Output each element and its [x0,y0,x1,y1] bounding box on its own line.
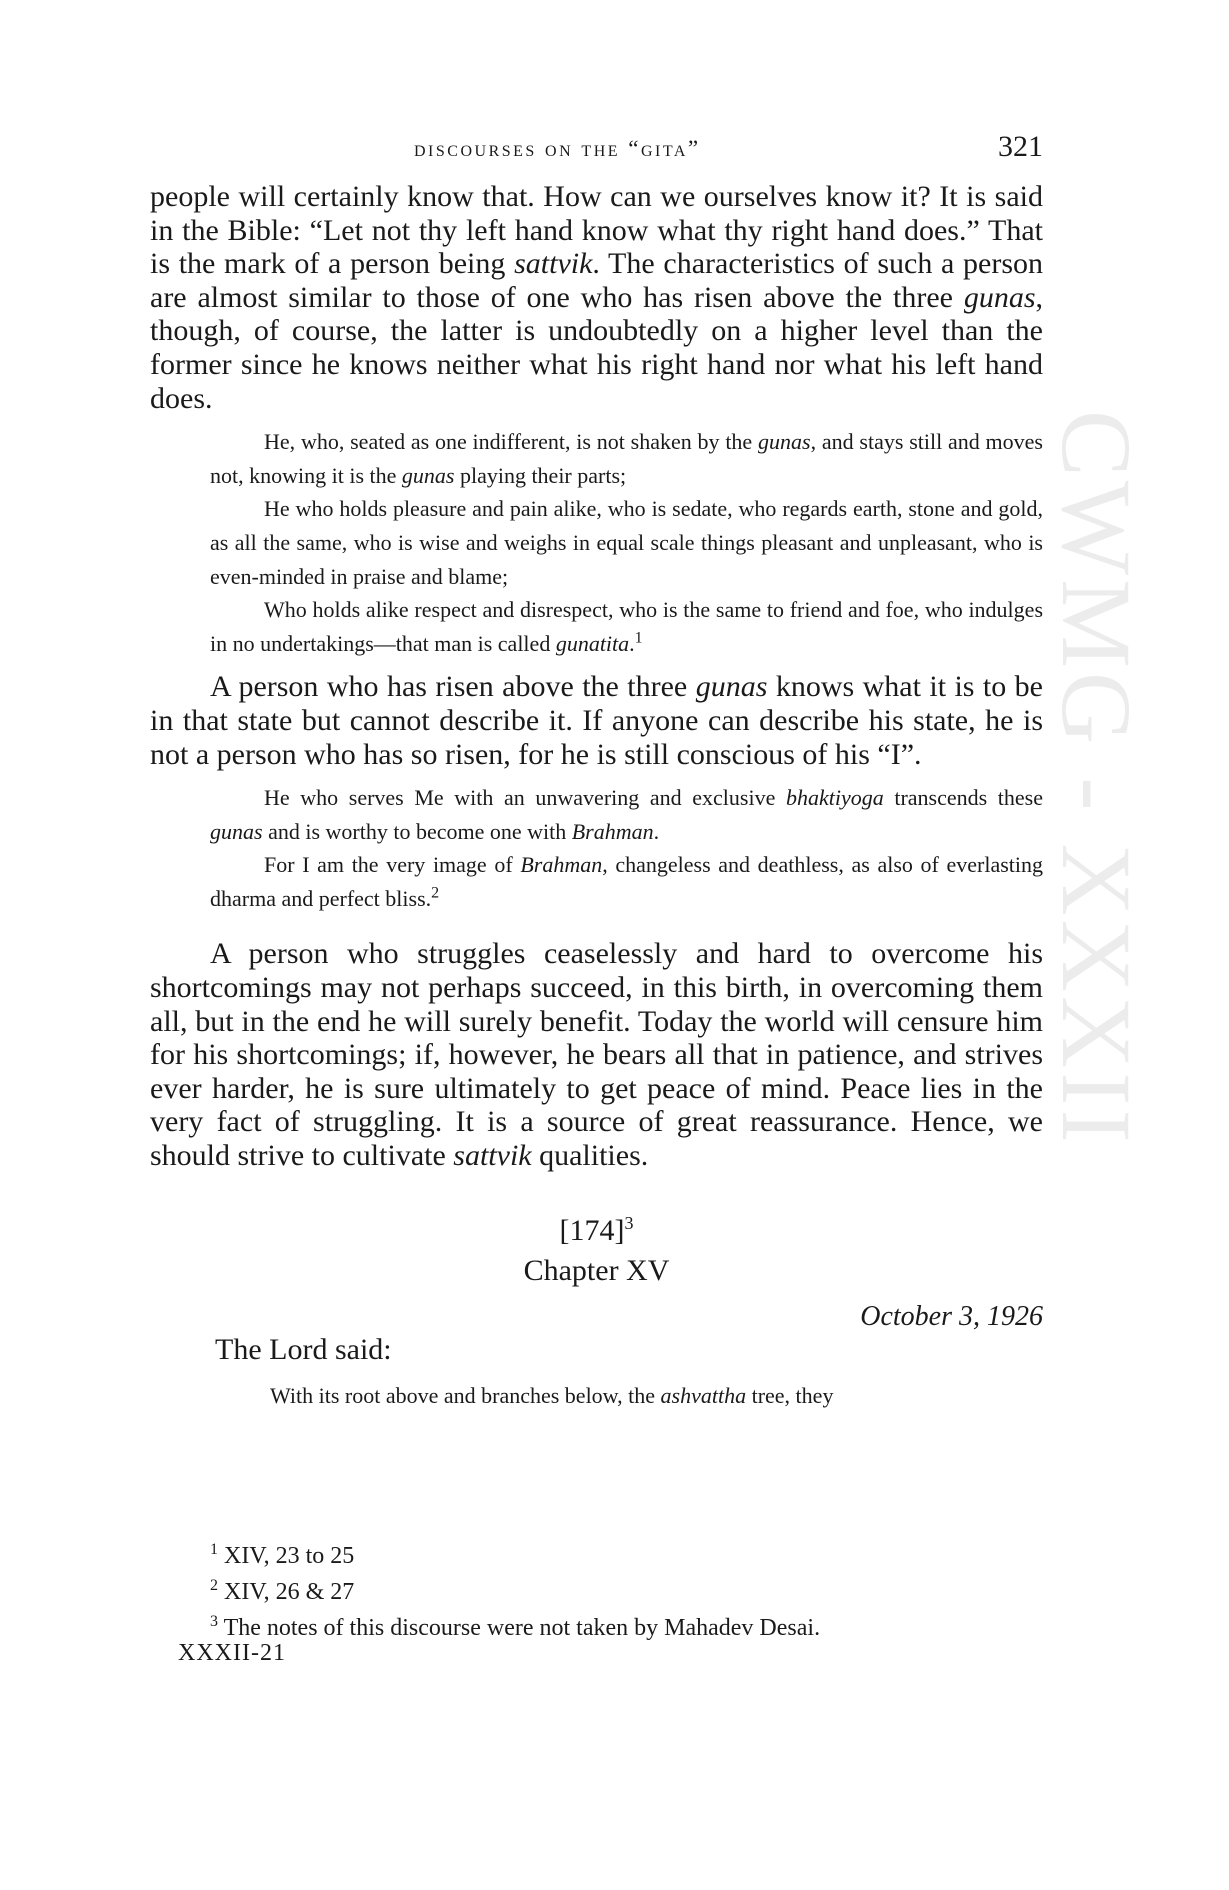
footnote-ref-2: 2 [431,884,440,902]
para3-text-c: qualities. [531,1139,649,1173]
verse2-l2a: For I am the very image of [264,852,521,878]
verse3-a: With its root above and branches below, the [270,1382,661,1408]
verse2-l1f: Brahman [571,818,654,844]
verse2-stanza-2 [210,848,1043,915]
footnotes [210,1535,820,1643]
para2-text-c: knows what it is to be in that state but cannot describe it. If anyone can describe his state, he is not a person who has so risen, for he is still conscious of his “I”. [150,670,1043,771]
footnote-ref-3: 3 [624,1212,634,1233]
para3-italic-b: sattvik [453,1139,532,1173]
verse1-l1d: gunas [401,462,455,488]
verse2-l1a: He who serves Me with an unwavering and exclusive [264,785,786,811]
footnote-3 [210,1607,820,1643]
discourse-date: October 3, 1926 [860,1300,1043,1332]
para2-text-a: A person who has risen above the three [210,670,696,704]
para1-text-e: , though, of course, the latter is undoubtedly on a higher level than the former since he knows neither what his right hand nor what his left hand does. [150,280,1043,415]
footnote-ref-1: 1 [634,629,643,647]
folio-signature: XXXII-21 [178,1640,286,1666]
verse3-c: tree, they [746,1382,834,1408]
verse1-l3c: . [629,630,635,656]
para1-italic-b: sattvik [514,247,593,281]
footnote-3-text: The notes of this discourse were not taken by Mahadev Desai. [223,1615,821,1641]
para2-italic-b: gunas [695,670,768,704]
para3-text-a: A person who struggles ceaselessly and hard to overcome his shortcomings may not perhaps succeed, in this birth, in overcoming them all, but in the end he will surely benefit. Today the world will censure him for his shortcomings; if, however, he bears all that in patience, and strives ever harder, he is sure ultimately to get peace of mind. Peace lies in the very fact of struggling. It is a source of great reassurance. Hence, we should strive to cultivate [150,937,1043,1173]
footnote-1-mark: 1 [210,1541,218,1558]
footnote-3-mark: 3 [210,1613,218,1630]
footnote-1 [210,1535,820,1571]
verse-block-3 [150,1383,1043,1409]
section-number-text: [174] [559,1213,625,1247]
verse2-l2c: , changeless and deathless, as also of everlasting dharma and perfect bliss. [210,852,1044,911]
verse1-stanza-3 [210,593,1043,660]
verse2-l1g: . [653,818,660,844]
page-body [150,180,1043,1409]
verse2-l1c: transcends these [883,785,1044,811]
verse2-l1e: and is worthy to become one with [262,818,572,844]
paragraph-2 [150,670,1043,771]
section-number [150,1203,1043,1251]
speaker-line: The Lord said: [215,1332,392,1366]
verse1-l1b: gunas [758,429,811,455]
watermark-text: CWMG - XXXII [1041,410,1152,1147]
footnote-2-text: XIV, 26 & 27 [224,1579,355,1605]
verse1-l1c: , and stays still and moves not, knowing it is the [210,429,1043,488]
verse1-stanza-2: He who holds pleasure and pain alike, who is sedate, who regards earth, stone and gold, as all the same, who is wise and weighs in equal scale things pleasant and unpleasant, who is even-minded in praise and blame; [210,496,1043,589]
verse-block-1 [150,425,1043,660]
verse2-l1b: bhaktiyoga [785,785,884,811]
verse-block-2 [150,781,1043,915]
verse1-stanza-1 [210,425,1043,492]
footnote-2-mark: 2 [210,1577,218,1594]
paragraph-1 [150,180,1043,415]
verse1-l1e: playing their parts; [454,462,627,488]
verse1-l1a: He, who, seated as one indifferent, is not shaken by the [264,429,758,455]
footnote-1-text: XIV, 23 to 25 [224,1543,355,1569]
verse3-b: ashvattha [660,1382,747,1408]
para1-italic-d: gunas [963,280,1036,314]
verse2-l1d: gunas [210,818,263,844]
para1-text-a: people will certainly know that. How can we ourselves know it? It is said in the Bible: “Let not thy left hand know what thy right hand does.” That is the mark of a person being [150,180,1043,281]
verse1-l3a: Who holds alike respect and disrespect, who is the same to friend and foe, who indulges in no undertakings—that man is called [210,597,1043,656]
footnote-2 [210,1571,820,1607]
running-title: discourses on the “gita” [414,136,701,161]
para1-text-c: . The characteristics of such a person are almost similar to those of one who has risen above the three [150,247,1043,314]
verse2-stanza-1 [210,781,1043,848]
verse1-l3b: gunatita [555,630,630,656]
page-number: 321 [998,130,1043,163]
chapter-title: Chapter XV [523,1253,670,1287]
paragraph-3 [150,937,1043,1172]
verse2-l2b: Brahman [520,852,603,878]
